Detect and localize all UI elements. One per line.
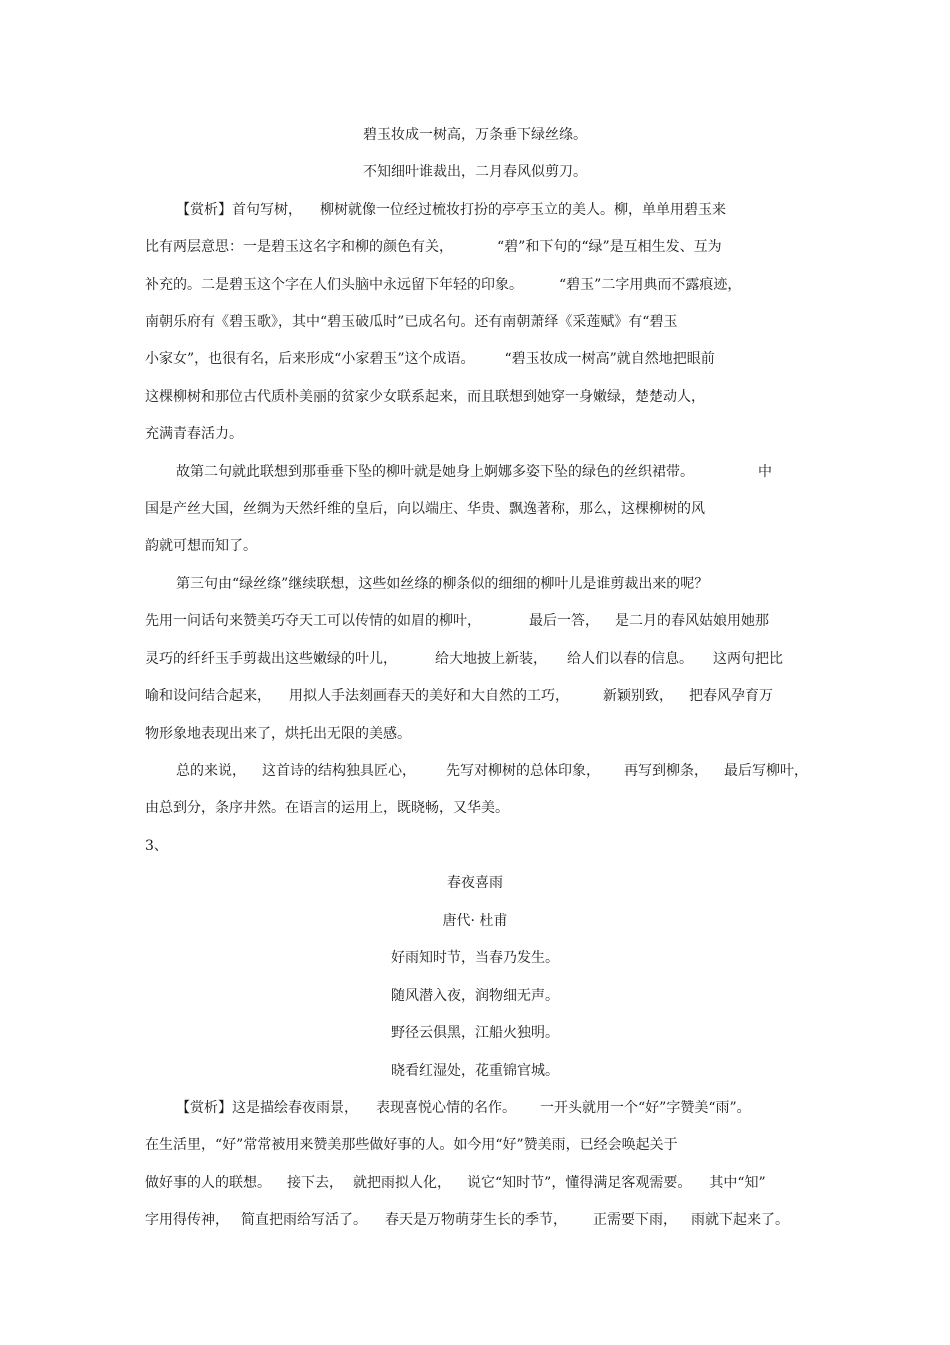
text-line: 【赏析】这是描绘春夜雨景， 表现喜悦心情的名作。 一开头就用一个“好”字赞美“雨”。 <box>176 1100 751 1116</box>
text-line: 国是产丝大国，丝绸为天然纤维的皇后，向以端庄、华贵、飘逸著称，那么，这棵柳树的风 <box>145 501 705 517</box>
text-line: 先用一问话句来赞美巧夺天工可以传情的如眉的柳叶， 最后一答， 是二月的春风姑娘用她那 <box>145 613 769 629</box>
poem-line: 不知细叶谁裁出，二月春风似剪刀。 <box>363 164 587 180</box>
text-line: 灵巧的纤纤玉手剪裁出这些嫩绿的叶儿， 给大地披上新装， 给人们以春的信息。 这两句把比 <box>145 651 783 667</box>
text-line: 在生活里，“好”常常被用来赞美那些做好事的人。如今用“好”赞美雨，已经会唤起关于 <box>145 1137 678 1153</box>
section-number: 3、 <box>145 838 168 854</box>
poem-title: 春夜喜雨 <box>447 875 503 891</box>
poem-line: 野径云俱黑，江船火独明。 <box>391 1025 559 1041</box>
text-line: 这棵柳树和那位古代质朴美丽的贫家少女联系起来，而且联想到她穿一身嫩绿，楚楚动人， <box>145 389 705 405</box>
text-line: 【赏析】首句写树， 柳树就像一位经过梳妆打扮的亭亭玉立的美人。柳，单单用碧玉来 <box>176 202 726 218</box>
text-line: 字用得传神， 简直把雨给写活了。 春天是万物萌芽生长的季节， 正需要下雨， 雨就下起来了。 <box>145 1212 789 1228</box>
text-line: 比有两层意思：一是碧玉这名字和柳的颜色有关， “碧”和下句的“绿”是互相生发、互为 <box>145 239 722 255</box>
text-line: 第三句由“绿丝绦”继续联想，这些如丝绦的柳条似的细细的柳叶儿是谁剪裁出来的呢？ <box>176 576 709 592</box>
text-line: 南朝乐府有《碧玉歌》，其中“碧玉破瓜时”已成名句。还有南朝萧绎《采莲赋》有“碧玉 <box>145 314 678 330</box>
text-line: 由总到分，条序井然。在语言的运用上，既晓畅，又华美。 <box>145 800 509 816</box>
text-line: 喻和设问结合起来， 用拟人手法刻画春天的美好和大自然的工巧， 新颖别致， 把春风孕育万 <box>145 688 773 704</box>
text-line: 故第二句就此联想到那垂垂下坠的柳叶就是她身上婀娜多姿下坠的绿色的丝织裙带。 中 <box>176 464 772 480</box>
poem-line: 晓看红湿处，花重锦官城。 <box>391 1063 559 1079</box>
poem-line: 随风潜入夜，润物细无声。 <box>391 988 559 1004</box>
poem-author: 唐代· 杜甫 <box>442 913 508 929</box>
text-line: 韵就可想而知了。 <box>145 538 257 554</box>
text-line: 做好事的人的联想。 接下去， 就把雨拟人化， 说它“知时节”，懂得满足客观需要。 其中“知” <box>145 1175 766 1191</box>
text-line: 总的来说， 这首诗的结构独具匠心， 先写对柳树的总体印象， 再写到柳条， 最后写柳叶， <box>176 763 808 779</box>
text-line: 小家女”，也很有名，后来形成“小家碧玉”这个成语。 “碧玉妆成一树高”就自然地把眼前 <box>145 351 715 367</box>
poem-line: 好雨知时节，当春乃发生。 <box>391 950 559 966</box>
poem-line: 碧玉妆成一树高，万条垂下绿丝绦。 <box>363 127 587 143</box>
text-line: 补充的。二是碧玉这个字在人们头脑中永远留下年轻的印象。 “碧玉”二字用典而不露痕迹， <box>145 277 742 293</box>
text-line: 物形象地表现出来了，烘托出无限的美感。 <box>145 726 411 742</box>
text-line: 充满青春活力。 <box>145 426 243 442</box>
